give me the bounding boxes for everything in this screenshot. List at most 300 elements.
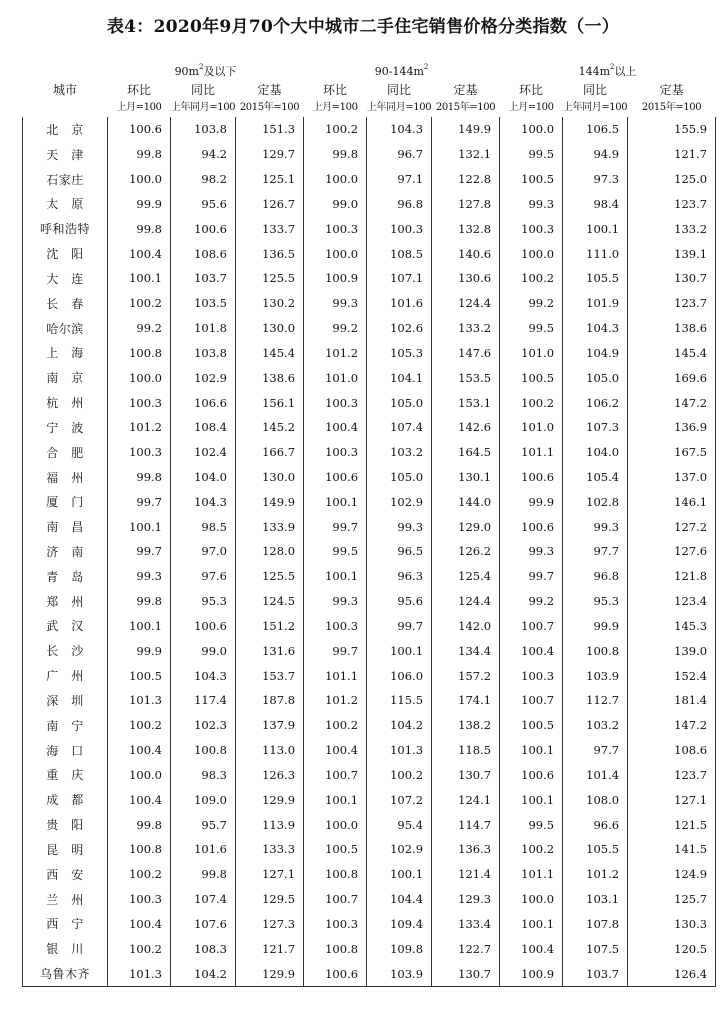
city-name-cell: 北 京 bbox=[23, 117, 108, 142]
value-cell-under90-yoy: 102.3 bbox=[171, 713, 236, 738]
value-cell-over144-yoy: 105.5 bbox=[563, 266, 628, 291]
value-cell-over144-base: 169.6 bbox=[628, 365, 716, 390]
table-row bbox=[23, 887, 716, 912]
city-name-cell: 西 宁 bbox=[23, 912, 108, 937]
value-cell-under90-yoy: 97.6 bbox=[171, 564, 236, 589]
value-cell-over144-base: 130.7 bbox=[628, 266, 716, 291]
value-cell-over144-mom: 100.5 bbox=[500, 365, 563, 390]
value-cell-mid-yoy: 95.4 bbox=[367, 812, 432, 837]
subcol-fixed-base: 定基 bbox=[453, 83, 478, 97]
value-cell-mid-yoy: 109.4 bbox=[367, 912, 432, 937]
table-row bbox=[23, 415, 716, 440]
value-cell-under90-base: 126.3 bbox=[236, 763, 304, 788]
value-cell-over144-base: 123.7 bbox=[628, 763, 716, 788]
value-cell-mid-mom: 99.3 bbox=[304, 291, 367, 316]
city-name-cell: 兰 州 bbox=[23, 887, 108, 912]
value-cell-over144-mom: 99.2 bbox=[500, 589, 563, 614]
value-cell-mid-yoy: 96.7 bbox=[367, 142, 432, 167]
value-cell-under90-mom: 100.1 bbox=[108, 514, 171, 539]
value-cell-over144-base: 121.8 bbox=[628, 564, 716, 589]
subcol-yoy: 同比 bbox=[387, 83, 412, 97]
value-cell-mid-mom: 100.6 bbox=[304, 465, 367, 490]
value-cell-over144-base: 167.5 bbox=[628, 440, 716, 465]
value-cell-under90-mom: 100.2 bbox=[108, 936, 171, 961]
value-cell-under90-base: 126.7 bbox=[236, 191, 304, 216]
value-cell-under90-yoy: 109.0 bbox=[171, 787, 236, 812]
value-cell-under90-yoy: 103.8 bbox=[171, 340, 236, 365]
value-cell-under90-yoy: 99.0 bbox=[171, 638, 236, 663]
value-cell-under90-mom: 99.7 bbox=[108, 489, 171, 514]
city-name-cell: 乌鲁木齐 bbox=[23, 961, 108, 986]
value-cell-over144-mom: 101.0 bbox=[500, 340, 563, 365]
value-cell-over144-mom: 99.3 bbox=[500, 191, 563, 216]
value-cell-over144-yoy: 112.7 bbox=[563, 688, 628, 713]
city-name-cell: 长 沙 bbox=[23, 638, 108, 663]
value-cell-under90-mom: 99.7 bbox=[108, 539, 171, 564]
value-cell-under90-base: 145.2 bbox=[236, 415, 304, 440]
value-cell-mid-yoy: 115.5 bbox=[367, 688, 432, 713]
table-row bbox=[23, 961, 716, 986]
value-cell-under90-mom: 99.9 bbox=[108, 638, 171, 663]
value-cell-mid-mom: 99.3 bbox=[304, 589, 367, 614]
value-cell-under90-mom: 100.3 bbox=[108, 390, 171, 415]
value-cell-under90-base: 151.2 bbox=[236, 614, 304, 639]
value-cell-under90-base: 129.9 bbox=[236, 787, 304, 812]
value-cell-mid-mom: 99.0 bbox=[304, 191, 367, 216]
base-prev-month: 上月=100 bbox=[116, 102, 162, 113]
value-cell-under90-yoy: 102.4 bbox=[171, 440, 236, 465]
value-cell-over144-base: 141.5 bbox=[628, 837, 716, 862]
table-row bbox=[23, 688, 716, 713]
value-cell-under90-yoy: 103.8 bbox=[171, 117, 236, 142]
table-row bbox=[23, 614, 716, 639]
value-cell-under90-base: 125.5 bbox=[236, 564, 304, 589]
value-cell-mid-base: 129.3 bbox=[432, 887, 500, 912]
value-cell-under90-yoy: 99.8 bbox=[171, 862, 236, 887]
value-cell-mid-base: 130.1 bbox=[432, 465, 500, 490]
value-cell-under90-mom: 101.3 bbox=[108, 688, 171, 713]
value-cell-over144-yoy: 96.8 bbox=[563, 564, 628, 589]
value-cell-mid-base: 157.2 bbox=[432, 663, 500, 688]
value-cell-under90-mom: 100.3 bbox=[108, 440, 171, 465]
value-cell-over144-base: 147.2 bbox=[628, 713, 716, 738]
value-cell-mid-yoy: 101.6 bbox=[367, 291, 432, 316]
table-row bbox=[23, 713, 716, 738]
value-cell-mid-base: 153.1 bbox=[432, 390, 500, 415]
value-cell-over144-base: 123.4 bbox=[628, 589, 716, 614]
value-cell-under90-base: 153.7 bbox=[236, 663, 304, 688]
value-cell-under90-yoy: 98.2 bbox=[171, 167, 236, 192]
value-cell-mid-base: 124.4 bbox=[432, 291, 500, 316]
value-cell-under90-mom: 100.6 bbox=[108, 117, 171, 142]
base-prev-month: 上月=100 bbox=[312, 102, 358, 113]
value-cell-over144-mom: 100.4 bbox=[500, 638, 563, 663]
city-name-cell: 福 州 bbox=[23, 465, 108, 490]
value-cell-mid-base: 126.2 bbox=[432, 539, 500, 564]
value-cell-over144-yoy: 97.7 bbox=[563, 539, 628, 564]
value-cell-over144-yoy: 101.9 bbox=[563, 291, 628, 316]
value-cell-mid-yoy: 96.3 bbox=[367, 564, 432, 589]
value-cell-over144-yoy: 97.7 bbox=[563, 738, 628, 763]
value-cell-mid-mom: 100.3 bbox=[304, 614, 367, 639]
city-name-cell: 宁 波 bbox=[23, 415, 108, 440]
value-cell-mid-yoy: 102.6 bbox=[367, 316, 432, 341]
value-cell-over144-mom: 99.3 bbox=[500, 539, 563, 564]
value-cell-mid-yoy: 96.5 bbox=[367, 539, 432, 564]
value-cell-mid-base: 174.1 bbox=[432, 688, 500, 713]
value-cell-mid-yoy: 100.1 bbox=[367, 862, 432, 887]
value-cell-under90-base: 127.3 bbox=[236, 912, 304, 937]
value-cell-over144-yoy: 106.2 bbox=[563, 390, 628, 415]
value-cell-mid-mom: 99.8 bbox=[304, 142, 367, 167]
value-cell-over144-mom: 100.7 bbox=[500, 688, 563, 713]
value-cell-under90-yoy: 108.3 bbox=[171, 936, 236, 961]
value-cell-mid-yoy: 102.9 bbox=[367, 489, 432, 514]
value-cell-mid-base: 121.4 bbox=[432, 862, 500, 887]
value-cell-over144-yoy: 98.4 bbox=[563, 191, 628, 216]
subcol-yoy: 同比 bbox=[583, 83, 608, 97]
value-cell-over144-base: 155.9 bbox=[628, 117, 716, 142]
value-cell-over144-base: 121.5 bbox=[628, 812, 716, 837]
value-cell-over144-base: 126.4 bbox=[628, 961, 716, 986]
value-cell-under90-mom: 101.2 bbox=[108, 415, 171, 440]
value-cell-mid-mom: 100.1 bbox=[304, 787, 367, 812]
value-cell-over144-mom: 100.4 bbox=[500, 936, 563, 961]
subcol-mom: 环比 bbox=[126, 83, 151, 97]
table-row bbox=[23, 936, 716, 961]
value-cell-mid-yoy: 102.9 bbox=[367, 837, 432, 862]
value-cell-under90-base: 145.4 bbox=[236, 340, 304, 365]
value-cell-over144-base: 147.2 bbox=[628, 390, 716, 415]
value-cell-under90-mom: 100.8 bbox=[108, 837, 171, 862]
table-row bbox=[23, 812, 716, 837]
value-cell-mid-yoy: 104.4 bbox=[367, 887, 432, 912]
value-cell-mid-base: 132.1 bbox=[432, 142, 500, 167]
value-cell-over144-base: 145.3 bbox=[628, 614, 716, 639]
value-cell-mid-yoy: 104.3 bbox=[367, 117, 432, 142]
value-cell-over144-mom: 100.3 bbox=[500, 663, 563, 688]
value-cell-mid-mom: 100.3 bbox=[304, 912, 367, 937]
city-name-cell: 沈 阳 bbox=[23, 241, 108, 266]
value-cell-mid-mom: 99.2 bbox=[304, 316, 367, 341]
value-cell-mid-yoy: 100.3 bbox=[367, 216, 432, 241]
value-cell-over144-mom: 100.1 bbox=[500, 738, 563, 763]
value-cell-under90-mom: 99.8 bbox=[108, 589, 171, 614]
value-cell-mid-base: 136.3 bbox=[432, 837, 500, 862]
value-cell-under90-yoy: 104.3 bbox=[171, 663, 236, 688]
base-2015: 2015年=100 bbox=[435, 102, 496, 113]
table-row bbox=[23, 763, 716, 788]
city-name-cell: 长 春 bbox=[23, 291, 108, 316]
value-cell-over144-base: 125.0 bbox=[628, 167, 716, 192]
value-cell-over144-base: 181.4 bbox=[628, 688, 716, 713]
city-name-cell: 海 口 bbox=[23, 738, 108, 763]
value-cell-over144-yoy: 107.3 bbox=[563, 415, 628, 440]
value-cell-mid-yoy: 104.2 bbox=[367, 713, 432, 738]
value-cell-under90-yoy: 101.8 bbox=[171, 316, 236, 341]
value-cell-over144-mom: 99.7 bbox=[500, 564, 563, 589]
table-row bbox=[23, 539, 716, 564]
value-cell-over144-mom: 100.5 bbox=[500, 713, 563, 738]
price-index-table bbox=[22, 62, 716, 987]
value-cell-under90-mom: 101.3 bbox=[108, 961, 171, 986]
value-cell-under90-base: 156.1 bbox=[236, 390, 304, 415]
value-cell-under90-base: 127.1 bbox=[236, 862, 304, 887]
value-cell-mid-base: 130.7 bbox=[432, 961, 500, 986]
table-row bbox=[23, 862, 716, 887]
value-cell-over144-yoy: 105.0 bbox=[563, 365, 628, 390]
value-cell-over144-mom: 99.5 bbox=[500, 812, 563, 837]
city-name-cell: 厦 门 bbox=[23, 489, 108, 514]
value-cell-mid-base: 118.5 bbox=[432, 738, 500, 763]
value-cell-under90-yoy: 103.7 bbox=[171, 266, 236, 291]
value-cell-over144-base: 138.6 bbox=[628, 316, 716, 341]
value-cell-over144-yoy: 103.9 bbox=[563, 663, 628, 688]
value-cell-under90-base: 130.0 bbox=[236, 465, 304, 490]
subcol-mom: 环比 bbox=[519, 83, 544, 97]
subcol-fixed-base: 定基 bbox=[659, 83, 684, 97]
value-cell-over144-yoy: 104.3 bbox=[563, 316, 628, 341]
value-cell-under90-base: 129.9 bbox=[236, 961, 304, 986]
value-cell-over144-yoy: 97.3 bbox=[563, 167, 628, 192]
base-prev-year-month: 上年同月=100 bbox=[170, 102, 236, 113]
value-cell-under90-base: 113.9 bbox=[236, 812, 304, 837]
city-name-cell: 南 宁 bbox=[23, 713, 108, 738]
value-cell-mid-base: 134.4 bbox=[432, 638, 500, 663]
value-cell-under90-yoy: 108.6 bbox=[171, 241, 236, 266]
value-cell-mid-mom: 99.5 bbox=[304, 539, 367, 564]
value-cell-over144-base: 145.4 bbox=[628, 340, 716, 365]
value-cell-under90-yoy: 94.2 bbox=[171, 142, 236, 167]
subcol-fixed-base: 定基 bbox=[257, 83, 282, 97]
value-cell-mid-yoy: 97.1 bbox=[367, 167, 432, 192]
value-cell-mid-base: 138.2 bbox=[432, 713, 500, 738]
value-cell-mid-base: 153.5 bbox=[432, 365, 500, 390]
value-cell-over144-mom: 99.5 bbox=[500, 316, 563, 341]
value-cell-mid-mom: 100.4 bbox=[304, 738, 367, 763]
base-prev-year-month: 上年同月=100 bbox=[562, 102, 628, 113]
value-cell-over144-yoy: 104.9 bbox=[563, 340, 628, 365]
table-body bbox=[23, 117, 716, 986]
value-cell-mid-base: 129.0 bbox=[432, 514, 500, 539]
value-cell-mid-mom: 100.0 bbox=[304, 241, 367, 266]
value-cell-under90-base: 121.7 bbox=[236, 936, 304, 961]
value-cell-over144-base: 146.1 bbox=[628, 489, 716, 514]
value-cell-over144-mom: 101.1 bbox=[500, 440, 563, 465]
value-cell-over144-yoy: 96.6 bbox=[563, 812, 628, 837]
value-cell-mid-mom: 100.9 bbox=[304, 266, 367, 291]
city-name-cell: 昆 明 bbox=[23, 837, 108, 862]
value-cell-mid-yoy: 107.1 bbox=[367, 266, 432, 291]
value-cell-under90-base: 131.6 bbox=[236, 638, 304, 663]
table-row bbox=[23, 837, 716, 862]
base-prev-year-month: 上年同月=100 bbox=[366, 102, 432, 113]
value-cell-mid-yoy: 103.9 bbox=[367, 961, 432, 986]
city-name-cell: 济 南 bbox=[23, 539, 108, 564]
value-cell-under90-base: 133.7 bbox=[236, 216, 304, 241]
value-cell-over144-yoy: 103.7 bbox=[563, 961, 628, 986]
value-cell-mid-yoy: 105.0 bbox=[367, 390, 432, 415]
value-cell-under90-mom: 100.4 bbox=[108, 738, 171, 763]
value-cell-mid-yoy: 99.3 bbox=[367, 514, 432, 539]
city-name-cell: 青 岛 bbox=[23, 564, 108, 589]
value-cell-over144-mom: 99.2 bbox=[500, 291, 563, 316]
value-cell-under90-mom: 100.4 bbox=[108, 912, 171, 937]
value-cell-mid-base: 124.4 bbox=[432, 589, 500, 614]
value-cell-under90-base: 113.0 bbox=[236, 738, 304, 763]
group-header-over-144: $144m^2$以上 bbox=[578, 63, 637, 78]
value-cell-mid-mom: 100.7 bbox=[304, 763, 367, 788]
value-cell-over144-base: 127.6 bbox=[628, 539, 716, 564]
city-name-cell: 哈尔滨 bbox=[23, 316, 108, 341]
value-cell-over144-base: 137.0 bbox=[628, 465, 716, 490]
city-name-cell: 银 川 bbox=[23, 936, 108, 961]
city-name-cell: 深 圳 bbox=[23, 688, 108, 713]
table-row bbox=[23, 440, 716, 465]
table-row bbox=[23, 241, 716, 266]
value-cell-mid-base: 130.7 bbox=[432, 763, 500, 788]
value-cell-under90-base: 129.5 bbox=[236, 887, 304, 912]
value-cell-over144-yoy: 107.8 bbox=[563, 912, 628, 937]
value-cell-mid-mom: 99.7 bbox=[304, 638, 367, 663]
value-cell-mid-base: 132.8 bbox=[432, 216, 500, 241]
table-row bbox=[23, 564, 716, 589]
value-cell-under90-base: 133.9 bbox=[236, 514, 304, 539]
value-cell-over144-yoy: 100.1 bbox=[563, 216, 628, 241]
value-cell-mid-yoy: 104.1 bbox=[367, 365, 432, 390]
value-cell-under90-mom: 100.0 bbox=[108, 167, 171, 192]
value-cell-over144-yoy: 108.0 bbox=[563, 787, 628, 812]
table-title: 表4：2020年9月70个大中城市二手住宅销售价格分类指数（一） bbox=[106, 17, 620, 37]
value-cell-under90-mom: 99.8 bbox=[108, 465, 171, 490]
city-name-cell: 南 昌 bbox=[23, 514, 108, 539]
value-cell-over144-yoy: 100.8 bbox=[563, 638, 628, 663]
value-cell-under90-base: 125.1 bbox=[236, 167, 304, 192]
value-cell-under90-yoy: 107.6 bbox=[171, 912, 236, 937]
city-name-cell: 成 都 bbox=[23, 787, 108, 812]
table-row bbox=[23, 191, 716, 216]
value-cell-over144-mom: 100.0 bbox=[500, 117, 563, 142]
value-cell-under90-mom: 100.5 bbox=[108, 663, 171, 688]
table-row bbox=[23, 117, 716, 142]
value-cell-mid-yoy: 100.1 bbox=[367, 638, 432, 663]
value-cell-over144-mom: 100.3 bbox=[500, 216, 563, 241]
value-cell-mid-yoy: 107.2 bbox=[367, 787, 432, 812]
value-cell-over144-mom: 100.1 bbox=[500, 912, 563, 937]
base-prev-month: 上月=100 bbox=[508, 102, 554, 113]
value-cell-mid-yoy: 105.3 bbox=[367, 340, 432, 365]
value-cell-under90-mom: 100.0 bbox=[108, 365, 171, 390]
value-cell-under90-yoy: 95.3 bbox=[171, 589, 236, 614]
city-name-cell: 杭 州 bbox=[23, 390, 108, 415]
value-cell-mid-mom: 100.0 bbox=[304, 167, 367, 192]
group-header-90-144: $90-144m^2$ bbox=[374, 63, 429, 78]
value-cell-mid-mom: 101.2 bbox=[304, 688, 367, 713]
city-name-cell: 上 海 bbox=[23, 340, 108, 365]
table-row bbox=[23, 365, 716, 390]
value-cell-mid-mom: 100.8 bbox=[304, 936, 367, 961]
value-cell-mid-mom: 101.1 bbox=[304, 663, 367, 688]
value-cell-mid-base: 122.7 bbox=[432, 936, 500, 961]
city-name-cell: 太 原 bbox=[23, 191, 108, 216]
value-cell-over144-mom: 100.5 bbox=[500, 167, 563, 192]
value-cell-mid-base: 144.0 bbox=[432, 489, 500, 514]
value-cell-mid-mom: 100.4 bbox=[304, 415, 367, 440]
city-name-cell: 大 连 bbox=[23, 266, 108, 291]
value-cell-mid-yoy: 107.4 bbox=[367, 415, 432, 440]
table-row bbox=[23, 291, 716, 316]
value-cell-mid-base: 133.2 bbox=[432, 316, 500, 341]
group-header-under-90: $90m^2$及以下 bbox=[174, 63, 237, 78]
value-cell-over144-mom: 99.5 bbox=[500, 142, 563, 167]
value-cell-mid-mom: 101.0 bbox=[304, 365, 367, 390]
value-cell-under90-mom: 99.3 bbox=[108, 564, 171, 589]
city-name-cell: 石家庄 bbox=[23, 167, 108, 192]
value-cell-under90-yoy: 97.0 bbox=[171, 539, 236, 564]
value-cell-mid-mom: 100.5 bbox=[304, 837, 367, 862]
value-cell-under90-mom: 100.3 bbox=[108, 887, 171, 912]
value-cell-under90-mom: 100.2 bbox=[108, 291, 171, 316]
value-cell-mid-base: 142.6 bbox=[432, 415, 500, 440]
value-cell-mid-mom: 100.1 bbox=[304, 489, 367, 514]
value-cell-under90-base: 187.8 bbox=[236, 688, 304, 713]
value-cell-over144-base: 133.2 bbox=[628, 216, 716, 241]
value-cell-over144-mom: 99.9 bbox=[500, 489, 563, 514]
value-cell-mid-mom: 99.7 bbox=[304, 514, 367, 539]
table-row bbox=[23, 663, 716, 688]
value-cell-mid-base: 140.6 bbox=[432, 241, 500, 266]
value-cell-mid-base: 147.6 bbox=[432, 340, 500, 365]
base-2015: 2015年=100 bbox=[641, 102, 702, 113]
value-cell-over144-mom: 100.6 bbox=[500, 763, 563, 788]
value-cell-over144-mom: 100.6 bbox=[500, 465, 563, 490]
value-cell-mid-mom: 100.8 bbox=[304, 862, 367, 887]
value-cell-under90-yoy: 106.6 bbox=[171, 390, 236, 415]
value-cell-under90-yoy: 100.8 bbox=[171, 738, 236, 763]
value-cell-over144-base: 139.0 bbox=[628, 638, 716, 663]
value-cell-mid-mom: 100.6 bbox=[304, 961, 367, 986]
value-cell-over144-yoy: 95.3 bbox=[563, 589, 628, 614]
city-column-header: 城市 bbox=[52, 82, 77, 97]
value-cell-under90-yoy: 104.3 bbox=[171, 489, 236, 514]
value-cell-under90-mom: 100.8 bbox=[108, 340, 171, 365]
value-cell-over144-yoy: 101.2 bbox=[563, 862, 628, 887]
table-row bbox=[23, 142, 716, 167]
value-cell-over144-base: 125.7 bbox=[628, 887, 716, 912]
value-cell-over144-mom: 100.2 bbox=[500, 266, 563, 291]
value-cell-under90-mom: 100.1 bbox=[108, 266, 171, 291]
value-cell-mid-yoy: 106.0 bbox=[367, 663, 432, 688]
value-cell-under90-base: 128.0 bbox=[236, 539, 304, 564]
value-cell-mid-base: 122.8 bbox=[432, 167, 500, 192]
value-cell-mid-mom: 100.3 bbox=[304, 216, 367, 241]
table-row bbox=[23, 738, 716, 763]
value-cell-mid-mom: 100.7 bbox=[304, 887, 367, 912]
value-cell-mid-yoy: 105.0 bbox=[367, 465, 432, 490]
value-cell-mid-base: 114.7 bbox=[432, 812, 500, 837]
value-cell-over144-mom: 100.0 bbox=[500, 887, 563, 912]
city-name-cell: 南 京 bbox=[23, 365, 108, 390]
value-cell-under90-base: 125.5 bbox=[236, 266, 304, 291]
value-cell-over144-mom: 101.0 bbox=[500, 415, 563, 440]
base-2015: 2015年=100 bbox=[239, 102, 300, 113]
value-cell-over144-yoy: 106.5 bbox=[563, 117, 628, 142]
city-name-cell: 广 州 bbox=[23, 663, 108, 688]
value-cell-over144-yoy: 104.0 bbox=[563, 440, 628, 465]
subcol-mom: 环比 bbox=[323, 83, 348, 97]
value-cell-under90-base: 149.9 bbox=[236, 489, 304, 514]
value-cell-mid-base: 124.1 bbox=[432, 787, 500, 812]
